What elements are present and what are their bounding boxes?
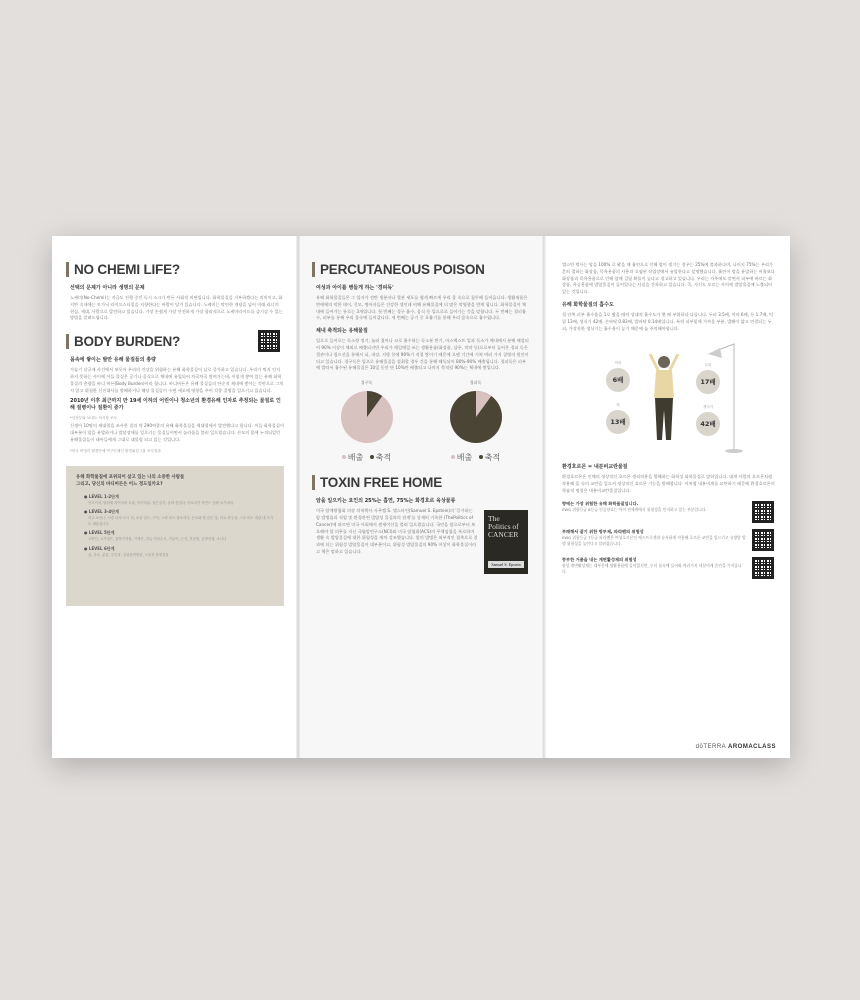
legend-dot-accumulate xyxy=(479,455,483,459)
brochure xyxy=(52,236,790,758)
qr-info-item xyxy=(562,501,776,523)
pie-legend xyxy=(332,452,402,463)
body-text: 환경호르몬은 인체의 정상적인 호르몬 생리작용을 방해하는 화학성 화학물질로 말하입니다. 대개 사람의 호르몬처럼 작용해 몸 속의 교란을 일으켜 정상적인 호르몬 기능을 방해합니다. 이처럼 내분비계를 교란하기 때문에 환경호르몬의 학술적 명칭은 내분비교란물질입니다. xyxy=(562,474,775,493)
infographic-value: 17배 xyxy=(696,370,720,394)
legend-dot-excrete xyxy=(342,455,346,459)
qr-item-desc: EWG 위험등급 8등급 인공향료는 아이 전세계에서 위험성을 인지하고 있는 부분입니다. xyxy=(562,506,707,512)
pie-legend xyxy=(441,452,511,463)
pie-chart-dermal xyxy=(448,389,504,445)
figure-torso xyxy=(654,370,674,398)
level-name: ● LEVEL 5단계 xyxy=(84,530,115,536)
pie-label: 경구독 xyxy=(360,380,373,386)
legend-excrete: 배출 xyxy=(347,453,364,463)
subheading: 2010년 이후 최근까지 만 19세 이하의 어린이나 청소년의 환경유해 인자로 추정되는 물질로 인해 질병이나 질환이 증가 xyxy=(70,398,281,412)
box-question xyxy=(76,474,276,488)
body-text: 유해 화학물질들은 그 입자가 전반 생분자나 혈관 세포를 쉽게 빠르게 우리 몸 속으로 침투해 들어옵니다. 생활제품은 반에에의 악한 데이, 신모, 병아자들은 건강한 생인데 비해 유해물질에 더 많은 악영향을 받게 됩니다. 화학물질이 체내에 들어가는 통로는 3개입니다. 첫 번째는 경구 흡수, 음식 등 입으로로 들어가는 것을 말합니다. 두 번째는 경피흡수, 피부를 통해 우리 몸속에 들어갑니다. 세 번째는 공기 중 호흡기를 통해 우리 몸속으로 흡수됩니다. xyxy=(316,295,528,321)
level-3-name: LEVEL 3-4단계 xyxy=(88,509,119,515)
level-name: ● LEVEL 1-2단계 xyxy=(84,493,119,499)
body-burden-level-box xyxy=(66,466,284,606)
section-title-toxin-free-home: TOXIN FREE HOME xyxy=(312,475,530,490)
subheading: 암을 일으키는 요인의 25%는 흡연, 75%는 화경호르 육상물류 xyxy=(316,498,456,505)
subheading: 여성과 아이를 병들게 하는 '경피독' xyxy=(316,285,394,291)
box-question-line-1: 유해 화학물질에 포위되어 살고 있는 나의 소중한 사람들 xyxy=(76,474,185,480)
pie-oral xyxy=(332,380,402,463)
qr-item-desc: 합성 계면활성제는 대부분에 생활용품에 들어있지만, 우리 몸속에 들어와 여러가지 내분비계 혼란을 가져옵니다. xyxy=(562,562,742,574)
qr-code-icon[interactable] xyxy=(258,330,280,352)
body-text: 입으로 들어오는 독소량 정기, 눌러 졌어나 코로 흡수하는 독소분 반기, 마스팩스트 입과 독소가 체내에서 분해 배설되어 90% 이상이 체외로 배출되지만 우리가 매일매일 쓰는 생활용품(화장품, 샴푸, 치약 등)으로부터 들어온 경피 독은 혈관이나 림프선을 통해서 뇌, 내장, 지방 등에 90%가 직접 쌓이기 때문에 오랜 기간에 거쳐 여러 가지 질병의 원인이 되고 있습니다. 경구독은 입으로 유해물질을 섭취할 경우 간을 통해 해독되어 80%-90% 배출됩니다. 경피독은 피부에 발라서 흡수된 유해물질은 10일 동안 단 10%만 배출되고 나머지 축적될 90%는 체내에 쌓입니다. xyxy=(316,338,529,371)
level-5-name: LEVEL 5단계 xyxy=(88,530,115,536)
section-title-percutaneous-poison: PERCUTANEOUS POISON xyxy=(312,262,530,277)
legend-accumulate: 축적 xyxy=(484,453,501,463)
pie-label: 경피독 xyxy=(469,380,482,386)
level-desc: 실, 자료, 분류, 투인과, 실험장면생물, 노동과 한재질물 xyxy=(88,552,169,557)
qr-code-icon[interactable] xyxy=(752,529,774,551)
level-name: ● LEVEL 6단계 xyxy=(84,545,115,551)
panel-left xyxy=(52,236,298,758)
qr-item-desc: EWG 위험등급 7등급 파라벤은 여성호르몬인 에스트로겐과 유사하게 작용해 호르몬 교란을 일으키고 유방암 발생 위험성을 높인다고 알려졌습니다. xyxy=(562,534,746,546)
legend-accumulate: 축적 xyxy=(375,453,392,463)
subheading: 환경호르몬 = 내분비교란물질 xyxy=(562,464,628,471)
body-text: 신생아 10명의 제대혈을 조사한 결과 약 290여종의 유해 화학물질을 제대혈에서 발견했다고 합니다. 이들 화학물질이 대부분이 암을 유발하거나 발달장애를 일으키는 물질들이면서 놀라움을 불러 일으켰습니다. 산모의 몸에 누적되었던 유해물질들이 태아들에게 그대로 대물림 되고 있는 것입니다. xyxy=(70,423,284,442)
legend-excrete: 배출 xyxy=(456,453,473,463)
panel-right xyxy=(544,236,790,758)
book-title: The Politics of CANCER xyxy=(488,514,519,540)
section-title-body-burden: BODY BURDEN? xyxy=(66,334,284,349)
absorption-infographic xyxy=(558,340,776,458)
legend-dot-excrete xyxy=(451,455,455,459)
infographic-label: 생식기 xyxy=(703,405,713,410)
fold-shadow xyxy=(296,236,300,758)
book-author: Samuel S. Epstein xyxy=(488,561,524,568)
body-text: 노케미(No-Chemi)는 지금도 진행 중인 독시 소크가 만든 사회적 비판입니다. 화학물질을 거부하겠다는 의미이고, 화지만 속내에는 모가닉 라이프스타일을 지향한다는 바람이 담겨 있습니다. 노케미는 막연한 개념을 넘어 미래 러너의 현실, 세대, 사람으로 발전하고 있습니다. 가장 손쉽게 가장 안전하게 가장 합리적으로 노케미라이프를 즐기실 수 있는 방법을 알려드립니다. xyxy=(70,295,283,321)
body-text: 가습기 살균제 사건에서 보듯이 우리의 건강을 위협하는 유해 화학물질이 날로 증가하고 있습니다. 우리가 먹지 인지하지 못하는 사이에 이들 물질은 공기나 음식으로 체내에 유입되어 차곡차곡 쌓여가는데, 이렇게 쌓여 있는 유해 화학물질의 총량을 바디 버든(Body Burden)이라 합니다. 바디버든은 유해 물질들의 단순적 제내에 쌓이는 것만으로 그치지 않고 위험한 신진대사를 방해하거나 해당 물질들이 수면 세포에 영향을 주어 각종 질병을 일으키고 있습니다. xyxy=(70,367,284,393)
qr-item-heading: 부패해서 잘기 위한 방부제, 파라벤의 위험성 xyxy=(562,528,644,534)
level-desc: 저주 보신나, 사중 마샤 모시 티, 소중 길드, 구이, 스렉 라크 정보자사, 은로와 법 같은 것, 라요 하우상, 스루 비도 네관 내 모기도 세출입니다 xyxy=(88,516,274,526)
infographic-label: 턱 xyxy=(616,403,620,408)
qr-code-icon[interactable] xyxy=(752,557,774,579)
lamp-base xyxy=(725,449,743,453)
body-text: 미국 암예방협회 의장 의학박사 사무엘 S. 앱스타인(Samuel S. Epstein)의 '증가하는 암 발병률과 직업 및 환경관련 발암성 물질과의 관계'를 상세히 기록한 (ThePolitics of Cancer)에 따르면 미국 사회에서 센세이션을 불러 일으켰습니다. 국민을 암으로부터 보호해야 할 의무를 지닌 국립암연구소(NCI)와 미국 암협회(ACS)의 무책임함을 폭로하며 생활 속 발암물질에 대한 위험성을 재차 강조했습니다. 암의 발병은 외부적인 접촉으로 결과에 되는 위험성 발암물질이 대부분이고, 위험성 발암물질의 90% 이상이 화학물질이라고 책은 말하고 있습니다. xyxy=(316,508,478,554)
legend-dot-accumulate xyxy=(370,455,374,459)
qr-item-heading: 향에는 가장 위험한 유해 화학물질입니다. xyxy=(562,500,639,506)
infographic-label: 이마 xyxy=(614,361,622,366)
qr-info-item xyxy=(562,529,776,551)
pie-charts xyxy=(312,380,530,463)
level-name: ● LEVEL 3-4단계 xyxy=(84,509,119,515)
infographic-value: 13배 xyxy=(606,410,630,434)
qr-code-icon[interactable] xyxy=(752,501,774,523)
lamp-head xyxy=(708,348,722,358)
subheading: 유해 화학물질의 흡수도 xyxy=(562,301,614,308)
body-text: 혈 안쪽 피부 흡수율을 1로 봤을 때의 상대적 흡수도가 몇 배 부위하다 다릅니다. 두피 3.5배, 이마 6배, 등 1.7배, 턱밑 13배, 생식기 42배, 손바닥 0.83배, 발바닥 0.14배입니다. 특히 피부밑에 가까운 부분, 발레이 얇고 연결되는 두피, 가장직한 생식기는 흡수율이 높기 때문에 늘 주의해야합니다. xyxy=(562,311,774,331)
footnote: *미국 비영리 환경단체 연구단체인 환경워킹그룹 조사결과 xyxy=(70,448,161,453)
subheading: 몸속에 쌓이는 발만 유해 물질들의 총량 xyxy=(70,357,156,364)
body-text: 앱스탄 박사는 암을 100% 로 봤을 때 흡연으로 인해 암이 생기는 경우는 25%에 불과하다며, 나머지 75%는 우리가 흔히 접하는 화장품, 목욕용품의 사용과 오염된 작업장에서 유발한다고 설명했습니다. 흡연이 암을 유발하는 비율보다 화장품과 목욕용품으로 인해 암에 걸릴 확률이 높다고 경고하고 있습니다. 우리는 자주에도 알면서 피부에 바르는 화장품, 욕실용품에 발암물질이 들어있다는 사실을 간과하고 있습니다. 즉, 자신도 모르는 사이에 발암물질에 노출되어 있는 것입니다. xyxy=(562,262,775,295)
infographic-value: 6배 xyxy=(606,368,630,392)
level-1-name: LEVEL 1-2단계 xyxy=(88,493,119,499)
panel-middle xyxy=(298,236,544,758)
lamp-stand xyxy=(718,344,734,450)
subheading: 체내 축적되는 유해물질 xyxy=(316,328,368,335)
figure-illustration xyxy=(558,340,776,458)
brand-name: dōTERRA xyxy=(695,744,726,750)
pie-dermal xyxy=(441,380,511,463)
fold-shadow xyxy=(542,236,546,758)
toxin-text-block xyxy=(312,508,530,568)
section-title-no-chemi-life: NO CHEMI LIFE? xyxy=(66,262,284,277)
level-desc: 인시키지, 탈취제 라이닝의 트롬, 아기의류, 얼은실기, 올바 종업다, 아로마가 자연드 등배 소가네의 xyxy=(88,500,233,505)
footnote: *인정부와 보네트 의식장 조사 xyxy=(70,416,117,421)
figure-legs xyxy=(655,398,673,440)
book-cover-image xyxy=(484,510,528,574)
qr-item-heading: 풍부한 거품을 내는 계면활성제의 위험성 xyxy=(562,556,637,562)
infographic-label: 두피 xyxy=(704,363,712,368)
pie-chart-oral xyxy=(339,389,395,445)
brand-logo xyxy=(696,744,776,750)
qr-info-item xyxy=(562,557,776,579)
level-6-name: LEVEL 6단계 xyxy=(88,545,115,551)
level-desc: 고양인, 고기청은, 쥴하기자볼, 기계간, 건슈 이차수시, 이유이, 근식, 목공품, 공장전체, 소나나 xyxy=(88,537,227,542)
infographic-value: 42배 xyxy=(696,412,720,436)
figure-head xyxy=(658,356,670,368)
box-question-line-2: 그리고, 당신의 바디버든은 어느 정도일까요? xyxy=(76,481,163,487)
subheading: 선택의 문제가 아니라 생명의 문제 xyxy=(70,285,145,291)
brand-suffix: AROMACLASS xyxy=(728,744,776,750)
